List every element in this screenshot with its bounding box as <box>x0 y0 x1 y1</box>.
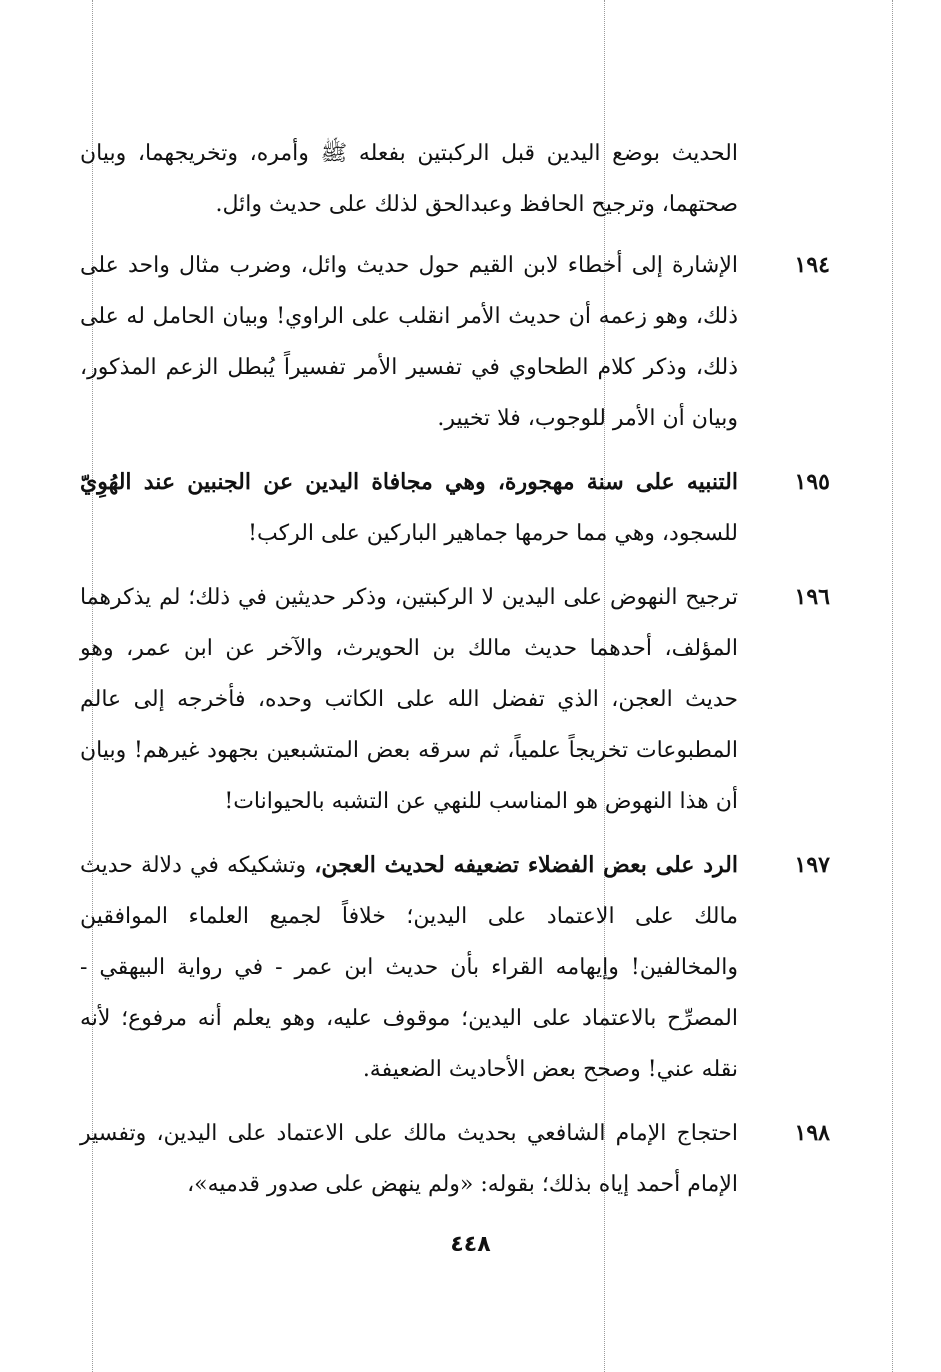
entry-197 <box>80 840 830 1095</box>
page-number: ٤٤٨ <box>450 1232 491 1257</box>
entry-number: ١٩٦ <box>794 584 830 610</box>
entry-text <box>80 840 738 1095</box>
entry-text <box>80 572 738 827</box>
entry-195 <box>80 457 830 559</box>
entry-number: ١٩٥ <box>794 469 830 495</box>
entry-198 <box>80 1108 830 1210</box>
entry-body-text: ترجيح النهوض على اليدين لا الركبتين، وذكر حديثين في ذلك؛ لم يذكرهما المؤلف، أحدهما حديث مالك بن الحويرث، والآخر عن ابن عمر، وهو حديث العجن، الذي تفضل الله على الكاتب وحده، فأخرجه إلى عالم المطبوعات تخريجاً علمياً، ثم سرقه بعض المتشبعين بجهود غيرهم! وبيان أن هذا النهوض هو المناسب للنهي عن التشبه بالحيوانات! <box>80 585 739 814</box>
intro-paragraph: الحديث بوضع اليدين قبل الركبتين بفعله ﷺ وأمره، وتخريجهما، وبيان صحتهما، وترجيح الحافظ وعبدالحق لذلك على حديث وائل. <box>80 141 738 217</box>
entry-bold-text: التنبيه على سنة مهجورة، وهي مجافاة اليدين عن الجنبين عند الهُوِيّ <box>80 469 738 495</box>
entry-body-text: احتجاج الإمام الشافعي بحديث مالك على الاعتماد على اليدين، وتفسير الإمام أحمد إياه بذلك؛ بقوله: «ولم ينهض على صدور قدميه»، <box>80 1121 738 1197</box>
entry-number: ١٩٨ <box>794 1120 830 1146</box>
entry-body-text: الإشارة إلى أخطاء لابن القيم حول حديث وائل، وضرب مثال واحد على ذلك، وهو زعمه أن حديث الأمر انقلب على الراوي! وبيان الحامل له على ذلك، وذكر كلام الطحاوي في تفسير الأمر تفسيراً يُبطل الزعم المذكور، وبيان أن الأمر للوجوب، فلا تخيير. <box>80 253 738 431</box>
scan-margin-line-right <box>892 0 893 1372</box>
entry-number: ١٩٧ <box>794 852 830 878</box>
entry-body-text: للسجود، وهي مما حرمها جماهير الباركين على الركب! <box>248 521 738 546</box>
entry-196 <box>80 572 830 827</box>
entry-number: ١٩٤ <box>794 252 830 278</box>
entry-194 <box>80 240 830 444</box>
entry-body-text: وتشكيكه في دلالة حديث مالك على الاعتماد على اليدين؛ خلافاً لجميع العلماء الموافقين والمخالفين! وإيهامه القراء بأن حديث ابن عمر - في رواية البيهقي - المصرِّح بالاعتماد على اليدين؛ موقوف عليه، وهو يعلم أنه مرفوع؛ لأنه نقله عني! وصحح بعض الأحاديث الضعيفة. <box>80 853 738 1082</box>
entry-bold-text: الرد على بعض الفضلاء تضعيفه لحديث العجن، <box>314 852 738 878</box>
entry-text <box>80 240 738 444</box>
entry-text <box>80 457 738 559</box>
page-body <box>80 128 830 1223</box>
entry-text <box>80 1108 738 1210</box>
